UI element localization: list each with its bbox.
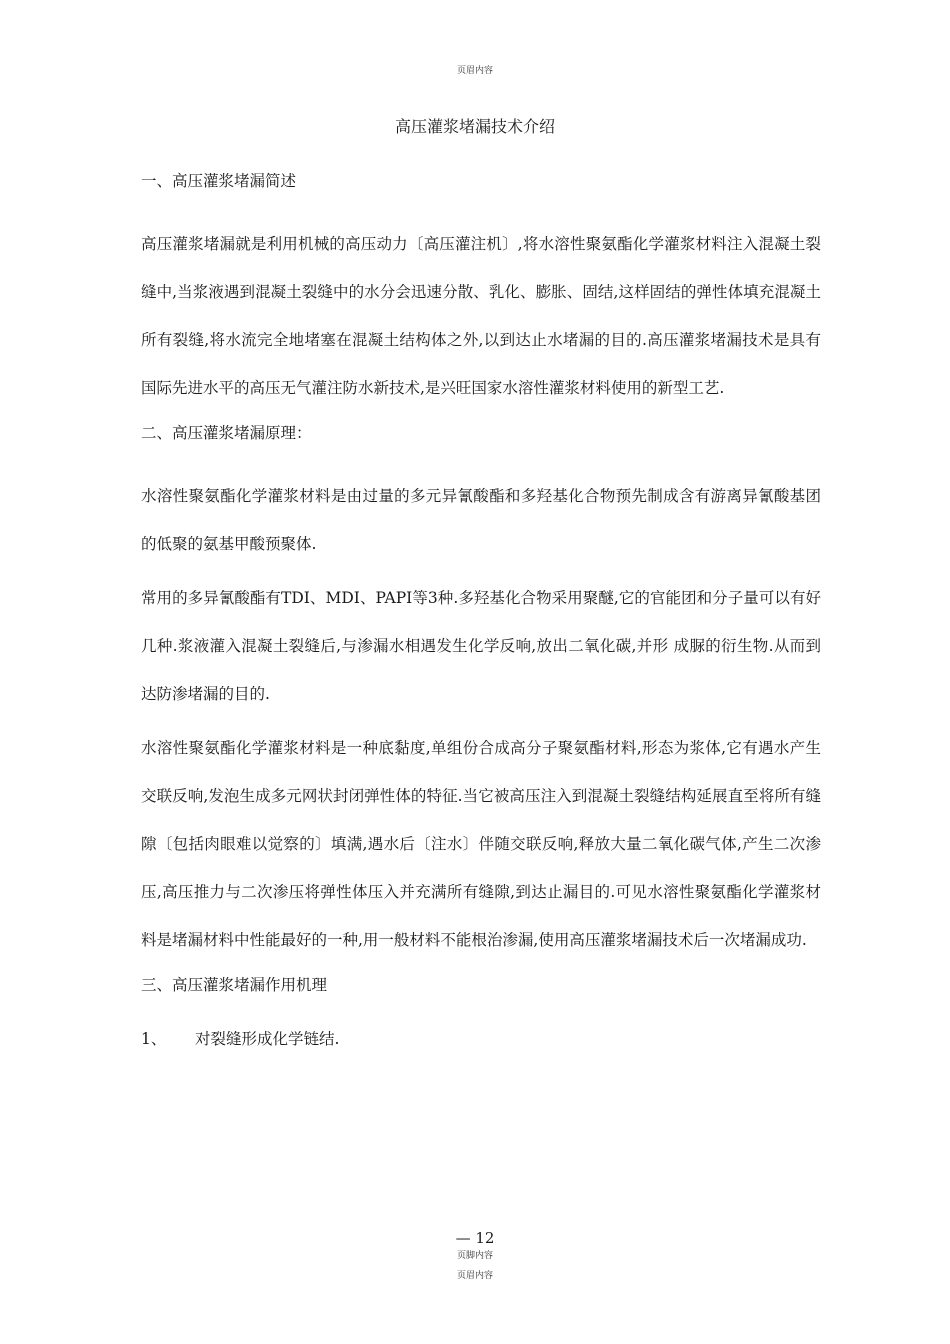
list-item <box>141 1024 821 1054</box>
page-footer-label: 页脚内容 <box>456 1251 493 1261</box>
next-page-header-label: 页眉内容 <box>456 1271 493 1281</box>
paragraph-principle-3: 水溶性聚氨酯化学灌浆材料是一种底黏度,单组份合成高分子聚氨酯材料,形态为浆体,它有遇水产生交联反响,发泡生成多元网状封闭弹性体的特征.当它被高压注入到混凝土裂缝结构延展直至将所有缝隙〔包括肉眼难以觉察的〕填满,遇水后〔注水〕伴随交联反响,释放大量二氧化碳气体,产生二次渗压,高压推力与二次渗压将弹性体压入并充满所有缝隙,到达止漏目的.可见水溶性聚氨酯化学灌浆材料是堵漏材料中性能最好的一种,用一般材料不能根治渗漏,使用高压灌浆堵漏技术后一次堵漏成功. <box>141 739 821 949</box>
page-header-label: 页眉内容 <box>456 66 493 76</box>
document-title: 高压灌浆堵漏技术介绍 <box>394 117 555 136</box>
page-number: — 12 <box>455 1229 495 1247</box>
section-heading-1: 一、高压灌浆堵漏简述 <box>141 172 297 190</box>
document-body <box>141 166 821 1054</box>
paragraph-principle-1: 水溶性聚氨酯化学灌浆材料是由过量的多元异氰酸酯和多羟基化合物预先制成含有游离异氰酸基团的低聚的氨基甲酸预聚体. <box>141 487 821 553</box>
list-item-number: 1、 <box>141 1030 167 1048</box>
paragraph-overview: 高压灌浆堵漏就是利用机械的高压动力〔高压灌注机〕,将水溶性聚氨酯化学灌浆材料注入混凝土裂缝中,当浆液遇到混凝土裂缝中的水分会迅速分散、乳化、膨胀、固结,这样固结的弹性体填充混凝土所有裂缝,将水流完全地堵塞在混凝土结构体之外,以到达止水堵漏的目的.高压灌浆堵漏技术是具有国际先进水平的高压无气灌注防水新技术,是兴旺国家水溶性灌浆材料使用的新型工艺. <box>141 235 821 397</box>
paragraph-principle-2: 常用的多异氰酸酯有TDI、MDI、PAPI等3种.多羟基化合物采用聚醚,它的官能团和分子量可以有好几种.浆液灌入混凝土裂缝后,与渗漏水相遇发生化学反响,放出二氧化碳,并形 成脲的衍生物.从而到达防渗堵漏的目的. <box>141 589 821 703</box>
section-heading-3: 三、高压灌浆堵漏作用机理 <box>141 976 328 994</box>
list-item-text: 对裂缝形成化学链结. <box>195 1030 340 1048</box>
section-heading-2: 二、高压灌浆堵漏原理： <box>141 424 312 442</box>
